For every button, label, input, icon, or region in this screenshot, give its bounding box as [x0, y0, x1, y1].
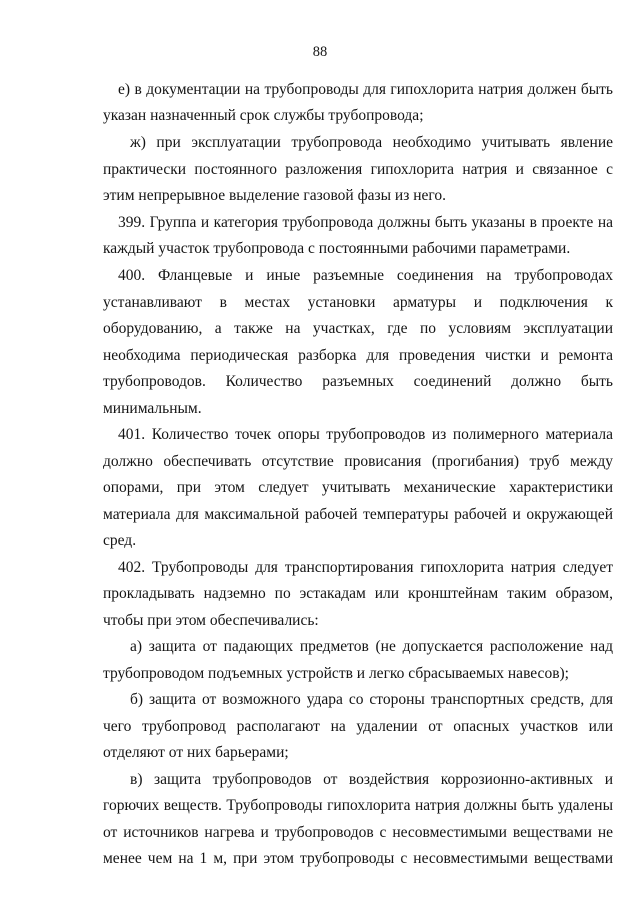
text-line: необходима периодическая разборка для проведения чистки и ремонта — [103, 347, 613, 364]
text-line: сред. — [103, 532, 137, 549]
text-line: от источников нагрева и трубопроводов с несовместимыми веществами не — [103, 824, 613, 841]
text-line: материала для максимальной рабочей температуры рабочей и окружающей — [103, 506, 613, 523]
text-line: этим непрерывное выделение газовой фазы из него. — [103, 187, 446, 204]
text-line: а) защита от падающих предметов (не допускается расположение над — [130, 638, 613, 655]
text-line: 401. Количество точек опоры трубопроводов из полимерного материала — [118, 426, 613, 443]
text-line: ж) при эксплуатации трубопровода необходимо учитывать явление — [130, 134, 613, 151]
text-line: 402. Трубопроводы для транспортирования гипохлорита натрия следует — [118, 559, 613, 576]
text-line: б) защита от возможного удара со стороны транспортных средств, для — [130, 691, 613, 708]
text-line: опорами, при этом следует учитывать механические характеристики — [103, 479, 613, 496]
text-line: трубопроводов. Количество разъемных соединений должно быть — [103, 373, 613, 390]
text-line: чтобы при этом обеспечивались: — [103, 612, 319, 629]
text-line: каждый участок трубопровода с постоянными рабочими параметрами. — [103, 240, 571, 257]
text-line: е) в документации на трубопроводы для гипохлорита натрия должен быть — [118, 81, 613, 98]
text-line: отделяют от них барьерами; — [103, 744, 289, 761]
text-line: горючих веществ. Трубопроводы гипохлорита натрия должны быть удалены — [103, 797, 613, 814]
text-line: оборудованию, а также на участках, где по условиям эксплуатации — [103, 320, 613, 337]
text-line: прокладывать надземно по эстакадам или кронштейнам таким образом, — [103, 585, 613, 602]
text-line: в) защита трубопроводов от воздействия коррозионно-активных и — [130, 771, 613, 788]
text-line: 400. Фланцевые и иные разъемные соединения на трубопроводах — [118, 267, 613, 284]
text-line: устанавливают в местах установки арматуры и подключения к — [103, 294, 613, 311]
text-line: практически постоянного разложения гипохлорита натрия и связанное с — [103, 161, 613, 178]
text-line: указан назначенный срок службы трубопровода; — [103, 107, 424, 124]
text-line: менее чем на 1 м, при этом трубопроводы с несовместимыми веществами — [103, 850, 613, 867]
text-line: должно обеспечивать отсутствие провисания (прогибания) труб между — [103, 453, 613, 470]
text-line: минимальным. — [103, 400, 202, 417]
text-line: 399. Группа и категория трубопровода должны быть указаны в проекте на — [118, 214, 613, 231]
text-line: трубопроводом подъемных устройств и легко сбрасываемых навесов); — [103, 665, 569, 682]
text-line: чего трубопровод располагают на удалении от опасных участков или — [103, 718, 613, 735]
page-number: 88 — [312, 44, 328, 60]
